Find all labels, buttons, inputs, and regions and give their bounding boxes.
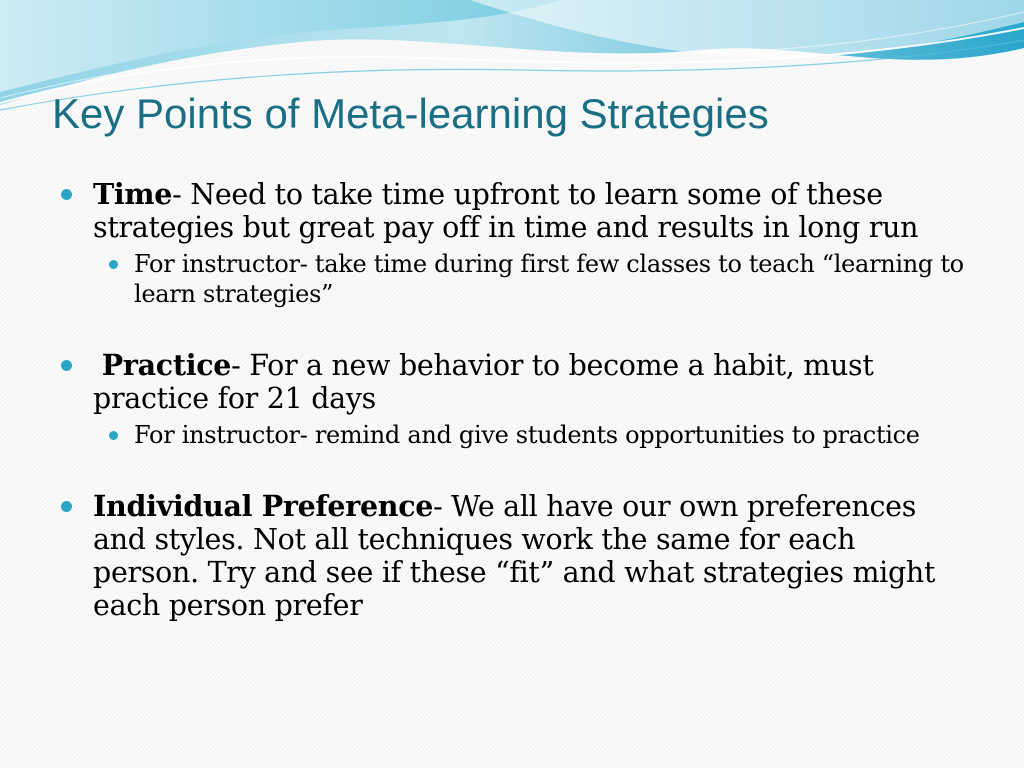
bullet-term: Practice (101, 348, 232, 382)
bullet-term: Time (93, 177, 173, 211)
sub-bullet-time-instructor (60, 249, 965, 309)
bullet-list (60, 178, 965, 622)
bullet-time (60, 178, 965, 309)
bullet-lead-space (93, 349, 102, 382)
sub-bullet-practice-instructor (60, 420, 965, 450)
bullet-text: - We all have our own preferences and styles. Not all techniques work the same for each person. Try and see if these “fit” and what strategies might each person prefer (93, 490, 936, 622)
sub-bullet-text: For instructor- take time during first few classes to teach “learning to learn strategies” (134, 250, 964, 308)
slide-title: Key Points of Meta-learning Strategies (52, 90, 769, 137)
sub-bullet-text: For instructor- remind and give students opportunities to practice (134, 421, 920, 449)
bullet-dot-icon (61, 189, 72, 200)
bullet-dot-icon (61, 360, 72, 371)
bullet-term: Individual Preference (93, 489, 434, 523)
bullet-text: - Need to take time upfront to learn some of these strategies but great pay off in time and results in long run (93, 178, 919, 244)
bullet-dot-icon (61, 501, 72, 512)
sub-bullet-dot-icon (109, 260, 118, 269)
bullet-individual-preference (60, 490, 965, 622)
bullet-practice (60, 349, 965, 450)
bullet-text: - For a new behavior to become a habit, must practice for 21 days (93, 349, 874, 415)
sub-bullet-dot-icon (109, 431, 118, 440)
